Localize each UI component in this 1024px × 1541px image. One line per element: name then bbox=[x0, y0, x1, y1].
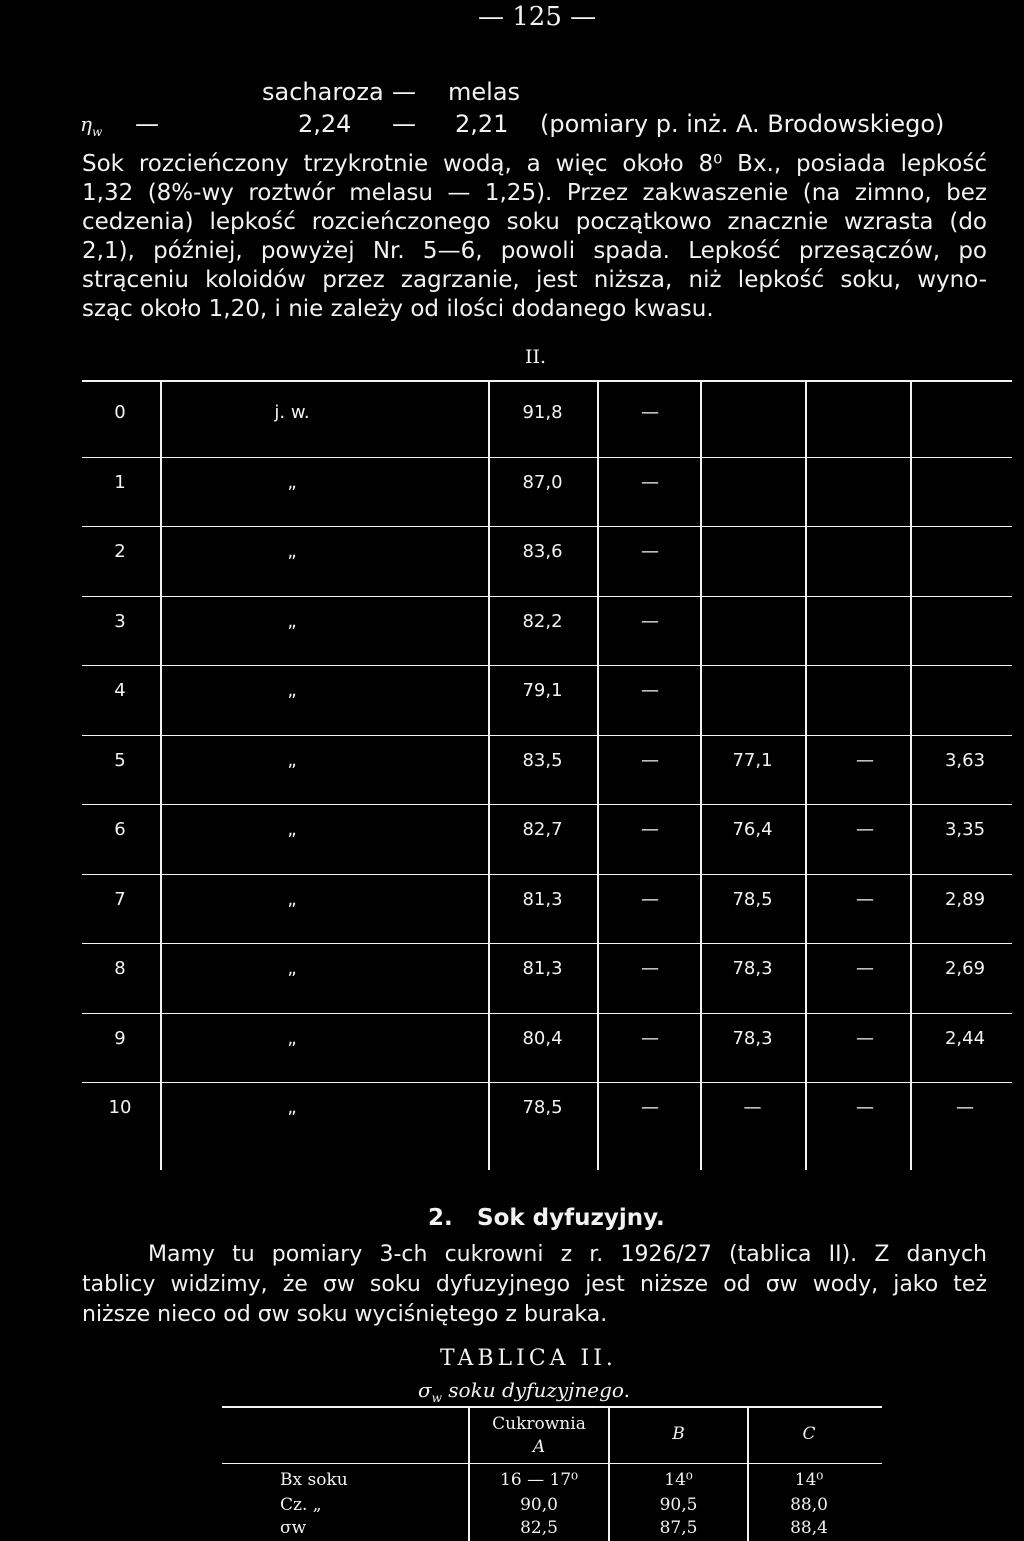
paragraph-1-line: Sok rozcieńczony trzykrotnie wodą, a więc około 8⁰ Bx., posiada lepkość bbox=[82, 151, 987, 177]
table-1-row-rule bbox=[82, 665, 1012, 666]
table-1-cell: — bbox=[641, 888, 659, 910]
table-1-cell: 83,5 bbox=[522, 749, 563, 771]
table-2-cell-b: 87,5 bbox=[659, 1518, 698, 1538]
table-1-cell: — bbox=[641, 1097, 659, 1118]
table-1-cell: 78,5 bbox=[522, 1097, 563, 1118]
page-number: — 125 — bbox=[478, 2, 597, 32]
table-1-row-rule bbox=[82, 735, 1012, 736]
table-2-header-c: C bbox=[802, 1424, 816, 1444]
table-1-cell: — bbox=[641, 1027, 659, 1049]
table-1-cell: 91,8 bbox=[522, 402, 563, 423]
table-2-row-label: Cz. „ bbox=[280, 1495, 322, 1515]
table-1-cell: — bbox=[856, 958, 874, 979]
table-1-cell: 5 bbox=[114, 749, 126, 771]
table-1-cell: — bbox=[956, 1097, 974, 1118]
section-2-title: Sok dyfuzyjny. bbox=[477, 1205, 665, 1231]
table-1-cell: „ bbox=[287, 749, 297, 771]
table-1-cell: 9 bbox=[114, 1027, 126, 1049]
header-sacharoza: sacharoza bbox=[262, 78, 384, 106]
table-1-cell: 79,1 bbox=[522, 680, 563, 701]
table-1-cell: „ bbox=[287, 1027, 297, 1049]
header-melas: melas bbox=[448, 78, 521, 106]
table-1-cell: — bbox=[641, 402, 659, 423]
eta-symbol: $\eta_w$ bbox=[80, 112, 103, 139]
table-1-cell: „ bbox=[287, 610, 297, 632]
table-1-cell: — bbox=[641, 819, 659, 840]
table-1-col-rule bbox=[160, 382, 162, 1170]
paragraph-2 bbox=[82, 1240, 987, 1330]
table-1-col-rule bbox=[597, 382, 599, 1170]
table-1-cell: 3 bbox=[114, 610, 126, 632]
table-1-cell: 7 bbox=[114, 888, 126, 910]
table-1-cell: — bbox=[743, 1097, 762, 1118]
paragraph-1-line: sząc około 1,20, i nie zależy od ilości dodanego kwasu. bbox=[82, 296, 714, 322]
table-1-row-rule bbox=[82, 1013, 1012, 1014]
table-1-cell: — bbox=[641, 958, 659, 979]
table-1-cell: — bbox=[856, 1027, 874, 1049]
table-1-row-rule bbox=[82, 596, 1012, 597]
paragraph-1-line: cedzenia) lepkość rozcieńczonego soku początkowo znacznie wzrasta (do bbox=[82, 209, 987, 235]
paragraph-1-line: 2,1), później, powyżej Nr. 5—6, powoli spada. Lepkość przesączów, po bbox=[82, 238, 987, 264]
table-2-cell-c: 88,4 bbox=[790, 1518, 828, 1538]
table-1-cell: 0 bbox=[114, 402, 126, 423]
table-1-cell: — bbox=[856, 819, 874, 840]
table-2-cell-a: 90,0 bbox=[520, 1495, 558, 1515]
table-1-cell: „ bbox=[287, 1097, 297, 1118]
table-1-cell: 2 bbox=[114, 541, 126, 562]
paragraph-2-line: niższe nieco od σw soku wyciśniętego z buraka. bbox=[82, 1302, 608, 1327]
table-1-cell: „ bbox=[287, 819, 297, 840]
table-2-cell-b: 90,5 bbox=[659, 1495, 698, 1515]
table-1-cell: 82,7 bbox=[522, 819, 563, 840]
table-1-row-rule bbox=[82, 874, 1012, 875]
table-1-cell: — bbox=[641, 471, 659, 493]
table-1-col-rule bbox=[488, 382, 490, 1170]
table-1-cell: 76,4 bbox=[732, 819, 773, 840]
table-2-top-rule bbox=[222, 1406, 882, 1408]
table-1-cell: 78,5 bbox=[732, 888, 773, 910]
table-2-header-a: A bbox=[532, 1437, 546, 1457]
table-1-row-rule bbox=[82, 457, 1012, 458]
table-1-cell: 87,0 bbox=[522, 471, 563, 493]
table-1-cell: „ bbox=[287, 471, 297, 493]
table-1-cell: 3,35 bbox=[944, 819, 986, 840]
table-1-col-rule bbox=[805, 382, 807, 1170]
paragraph-1-line: strąceniu koloidów przez zagrzanie, jest niższa, niż lepkość soku, wyno- bbox=[82, 267, 987, 293]
table-1-cell: 2,44 bbox=[944, 1027, 986, 1049]
table-1-cell: — bbox=[641, 541, 659, 562]
table-1-cell: j. w. bbox=[274, 402, 310, 423]
header-dash: — bbox=[392, 78, 416, 106]
table-1-cell: 81,3 bbox=[522, 958, 563, 979]
table-1-cell: 78,3 bbox=[732, 1027, 773, 1049]
paragraph-2-line: tablicy widzimy, że σw soku dyfuzyjnego jest niższe od σw wody, jako też bbox=[82, 1272, 987, 1297]
table-1-cell: „ bbox=[287, 680, 297, 701]
table-2-cell-b: 14⁰ bbox=[664, 1470, 693, 1490]
table-2-cell-c: 14⁰ bbox=[794, 1470, 824, 1490]
table-1-cell: 1 bbox=[114, 471, 126, 493]
value-sacharoza: 2,24 bbox=[298, 110, 352, 138]
measurement-note: (pomiary p. inż. A. Brodowskiego) bbox=[540, 110, 945, 138]
table-2-header-b: B bbox=[672, 1424, 685, 1444]
table-1-col-rule bbox=[700, 382, 702, 1170]
table-1-cell: 80,4 bbox=[522, 1027, 563, 1049]
table-1-cell: 77,1 bbox=[732, 749, 773, 771]
table-2-cell-c: 88,0 bbox=[790, 1495, 828, 1515]
table-1-cell: 8 bbox=[114, 958, 126, 979]
table-2-header-cukrownia: Cukrownia bbox=[492, 1414, 586, 1434]
table-1-row-rule bbox=[82, 1082, 1012, 1083]
table-1-cell: 78,3 bbox=[732, 958, 773, 979]
paragraph-1-line: 1,32 (8%-wy roztwór melasu — 1,25). Przez zakwaszenie (na zimno, bez bbox=[82, 180, 987, 206]
paragraph-2-line: Mamy tu pomiary 3-ch cukrowni z r. 1926/27 (tablica II). Z danych bbox=[148, 1242, 987, 1267]
paragraph-1 bbox=[82, 150, 987, 324]
table-1-col-rule bbox=[910, 382, 912, 1170]
table-1-cell: „ bbox=[287, 958, 297, 979]
table-1-cell: 82,2 bbox=[522, 610, 563, 632]
row-dash-2: — bbox=[392, 110, 416, 138]
section-2-number: 2. bbox=[428, 1205, 453, 1231]
table-2-row-label: σw bbox=[280, 1518, 307, 1538]
table-2-row-label: Bx soku bbox=[280, 1470, 348, 1490]
table-1-cell: — bbox=[856, 1097, 874, 1118]
table-1-cell: — bbox=[641, 680, 659, 701]
table-1-cell: 81,3 bbox=[522, 888, 563, 910]
table-1-row-rule bbox=[82, 943, 1012, 944]
table-1-row-rule bbox=[82, 526, 1012, 527]
table-1-cell: 2,89 bbox=[944, 888, 986, 910]
table-2-header-rule bbox=[222, 1463, 882, 1464]
table-1-cell: 6 bbox=[114, 819, 126, 840]
sigma-symbol: σ bbox=[418, 1378, 432, 1402]
table-1-top-rule bbox=[82, 380, 1012, 382]
table-1-cell: 2,69 bbox=[944, 958, 986, 979]
table-1-row-rule bbox=[82, 804, 1012, 805]
table-1-cell: 10 bbox=[108, 1097, 132, 1118]
table-1-cell: — bbox=[641, 610, 659, 632]
row-dash-1: — bbox=[135, 110, 159, 138]
table-1-cell: — bbox=[856, 749, 874, 771]
table-1-cell: „ bbox=[287, 888, 297, 910]
table-1-cell: „ bbox=[287, 541, 297, 562]
table-2-title: TABLICA II. bbox=[440, 1346, 617, 1371]
value-melas: 2,21 bbox=[455, 110, 509, 138]
table-1-cell: — bbox=[856, 888, 874, 910]
table-2-cell-a: 16 — 17⁰ bbox=[500, 1470, 578, 1490]
table-1-cell: 4 bbox=[114, 680, 126, 701]
table-2-subtitle: $\sigma_w$ soku dyfuzyjnego. bbox=[418, 1378, 630, 1405]
table-1-cell: 83,6 bbox=[522, 541, 563, 562]
table-2-cell-a: 82,5 bbox=[520, 1518, 558, 1538]
table-1-cell: 3,63 bbox=[944, 749, 986, 771]
table-1-cell: — bbox=[641, 749, 659, 771]
table-1-title: II. bbox=[525, 346, 547, 368]
